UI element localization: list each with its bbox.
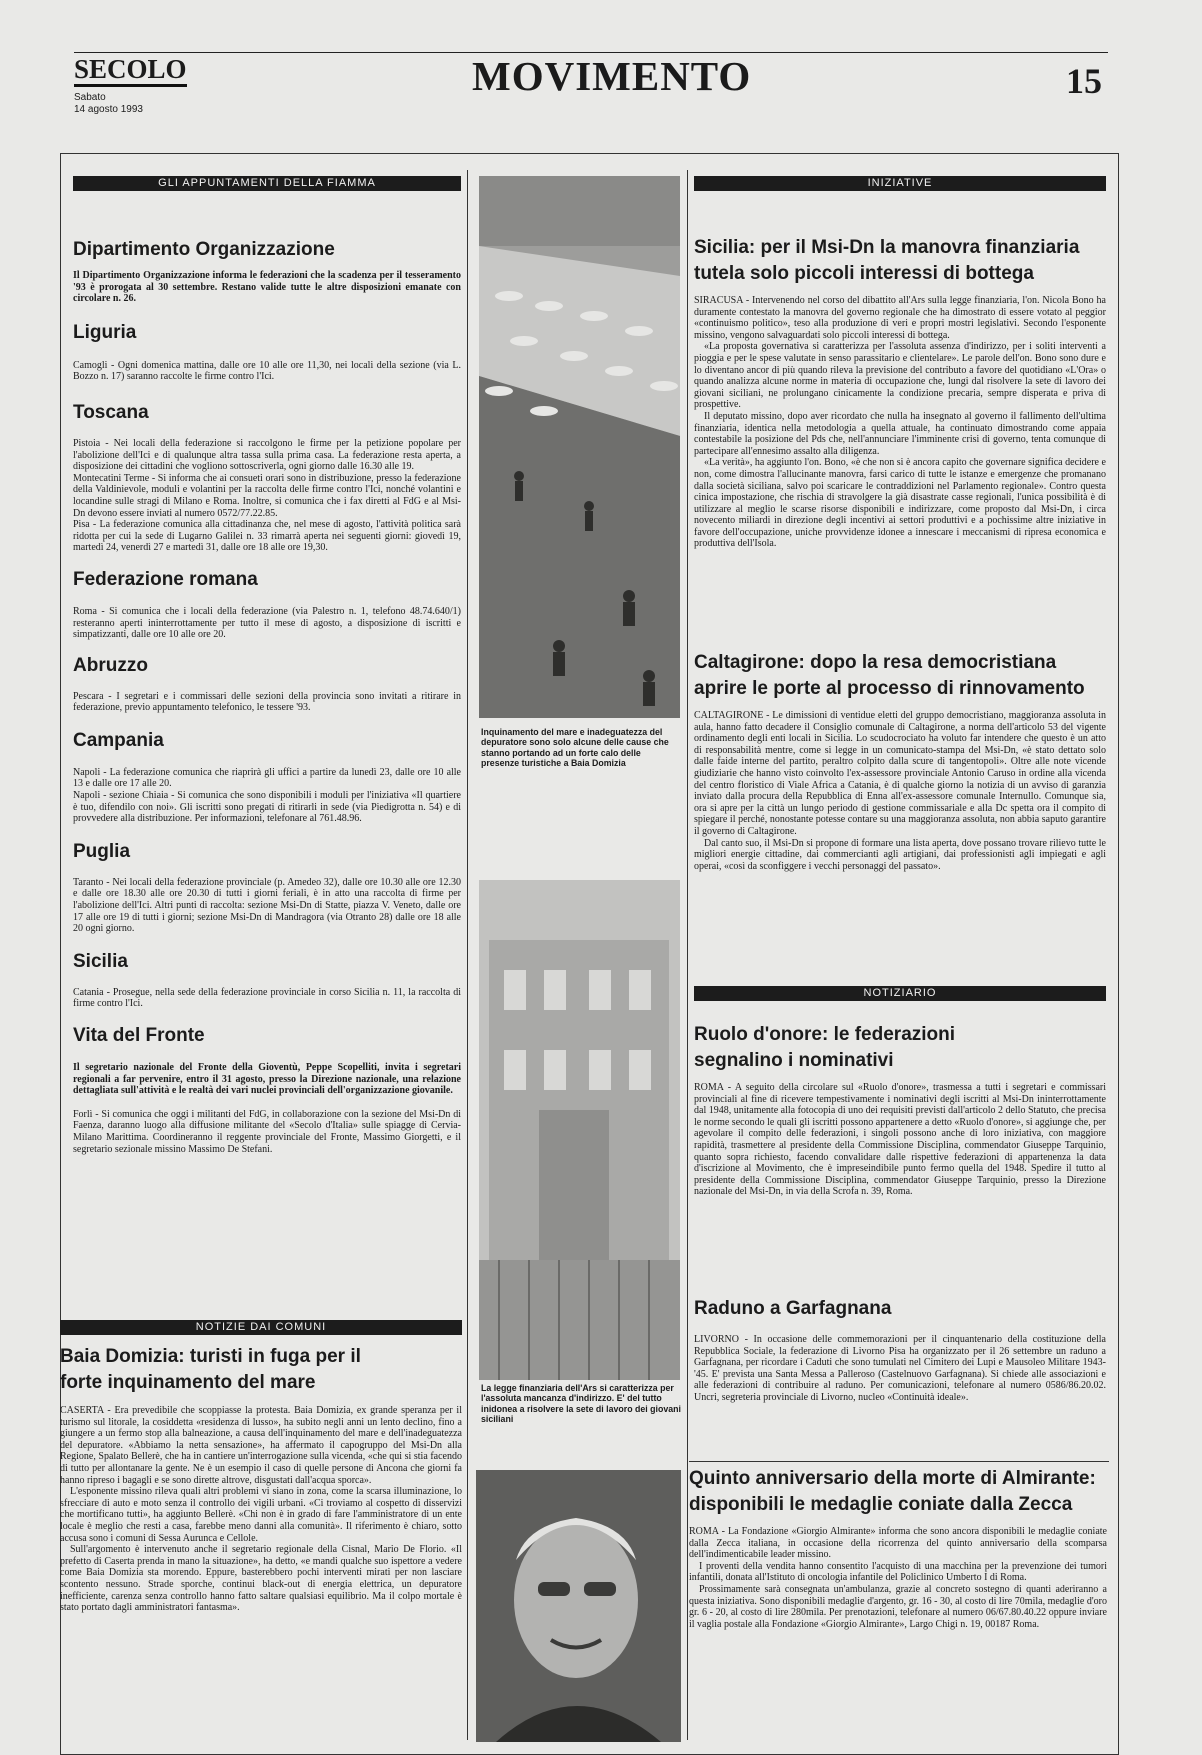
region-heading: Puglia [73, 840, 131, 862]
article-body: Pescara - I segretari e i commissari delle sezioni della provincia sono invitati a ritirare in federazione, previo appuntamento telefonico, le tessere '93. [73, 690, 461, 714]
portrait-photo-image [476, 1470, 681, 1742]
building-photo [479, 880, 680, 1380]
article-body: SIRACUSA - Intervenendo nel corso del dibattito all'Ars sulla legge finanziaria, l'on. Nicola Bono ha duramente contestato la manovra del governo regionale che ha dimostrato di essere votato al peggior «continuismo politico», teso alla produzione di veri e propri mostri legislativi. Secondo l'esponente missino, vengono salvaguardati solo piccoli interessi di bottega. «La proposta governativa si caratterizza per l'assoluta assenza d'indirizzo, per i soliti interventi a pioggia e per le spese valutate in senso parassitario e clientelare». Le parole dell'on. Bono sono dure e lo diventano ancor di più quando rileva la previsione del contributo a favore del quotidiano «L'Ora» o quando analizza alcune norme in materia di occupazione che, lungi dal risolvere la sete di lavoro dei giovani siciliani, ne prolungano cinicamente la condizione precaria, sempre disperata e priva di prospettive. Il deputato missino, dopo aver ricordato che nulla ha insegnato al governo il fallimento dell'ultima finanziaria, identica nella metodologia a quella attuale, ha continuato dimostrando come appaia contestabile la posizione del Pds che, nell'annunciare l'imminente crisi di governo, tenta comunque di partecipare all'ennesimo assalto alla diligenza. «La verità», ha aggiunto l'on. Bono, «è che non si è ancora capito che governare significa decidere e non, come dimostra l'allucinante manovra, farsi carico di tutte le istanze e emergenze che promanano dalla società siciliana, salvo poi scaricare le contraddizioni nel Parlamento regionale». Contro questa cinica impostazione, che rischia di stravolgere la già disastrate casse regionali, l'unica possibilità è di utilizzare al meglio le scarse risorse disponibili e indirizzare, come proposto dal Msi-Dn, i circa novecento miliardi in direzione degli incentivi ai settori produttivi e a pochissime altre iniziative in favore dell'occupazione, uniche provvidenze idonee a innescare i meccanismi di ripresa economica e produttiva dell'Isola. [694, 295, 1106, 550]
region-heading: Abruzzo [73, 654, 148, 676]
masthead-date [74, 92, 143, 116]
section-banner: NOTIZIARIO [694, 986, 1106, 1001]
region-heading: Sicilia [73, 950, 128, 972]
raduno-article [694, 1296, 1106, 1404]
section-banner: INIZIATIVE [694, 176, 1106, 191]
comuni-section [60, 1320, 462, 1614]
beach-photo-image [479, 176, 680, 718]
masthead-date-text: 14 agosto 1993 [74, 104, 143, 115]
article-body: Napoli - La federazione comunica che riaprirà gli uffici a partire da lunedì 23, dalle ore 10 alle 13 e dalle ore 17 alle 20. Napoli - sezione Chiaia - Si comunica che sono disponibili i moduli per l'iniziativa «Il quartiere è tuo, difendilo con noi». Gli iscritti sono pregati di ritirarli in sede (via Piedigrotta n. 54) e di provvedere alla distribuzione. Per informazioni, telefonare al 761.48.96. [73, 766, 461, 825]
article-body: ROMA - A seguito della circolare sul «Ruolo d'onore», trasmessa a tutti i segretari e commissari provinciali al fine di ricevere tempestivamente i nominativi degli iscritti al Msi-Dn ininterrottamente dal 1948, unitamente alla fotocopia di uno dei requisiti previsti dall'articolo 2 dello Statuto, che precisa le norme secondo le quali gli iscritti possono appartenere a detto «Ruolo d'onore», si aggiunge che, per agevolare il compito delle federazioni, i singoli possono anche di loro iniziativa, con maggiore rapidità, trasmettere al presidente della Commissione Disciplina, commendator Giuseppe Tarquinio, quanto sopra richiesto, facendo convalidare dalle rispettive federazioni di appartenenza la data d'iscrizione al Movimento, che è impreseindibile punto fermo quella del 1948. Spedire il tutto al presidente della Commissione Disciplina, commendator Giuseppe Tarquinio, presso la Direzione nazionale del Msi-Dn, in via della Scrofa n. 39, Roma. [694, 1082, 1106, 1198]
portrait-photo [476, 1470, 681, 1742]
photo-caption: Inquinamento del mare e inadeguatezza del depuratore sono solo alcune delle cause che stanno portando ad un forte calo delle presenze turistiche a Baia Domizia [481, 727, 669, 769]
page-number: 15 [1066, 61, 1102, 101]
article-body: Il segretario nazionale del Fronte della Gioventù, Peppe Scopelliti, invita i segretari regionali a far pervenire, entro il 31 agosto, presso la Direzione nazionale, una relazione dettagliata sull'attività e le realtà dei vari nuclei provinciali dell'organizzazione giovanile. Forlì - Si comunica che oggi i militanti del FdG, in collaborazione con la sezione del Msi-Dn di Faenza, daranno luogo alla diffusione militante del «Secolo d'Italia» sulle spiagge di Cervia-Milano Marittima. Coordineranno il reggente provinciale del Fronte, Massimo Giorgetti, e il segretario sezionale missino Massimo De Stefani. [73, 1062, 461, 1155]
article-body: Il Dipartimento Organizzazione informa le federazioni che la scadenza per il tesseramento '93 è prorogata al 30 settembre. Restano valide tutte le altre disposizioni emanate con circolare n. 26. [73, 270, 461, 305]
section-title: MOVIMENTO [472, 53, 752, 99]
article-headline: Raduno a Garfagnana [694, 1298, 892, 1319]
caltagirone-article [694, 650, 1106, 872]
section-banner: GLI APPUNTAMENTI DELLA FIAMMA [73, 176, 461, 191]
article-body: Taranto - Nei locali della federazione provinciale (p. Amedeo 32), dalle ore 10.30 alle ore 12.30 e dalle ore 18.30 alle ore 20.30 di tutti i giorni feriali, è in atto una raccolta di firme per l'abolizione dell'Ici. Altri punti di raccolta: sezione Msi-Dn di Statte, piazza V. Veneto, dalle ore 17 alle ore 19 di tutti i giorni; sezione Msi-Dn di Mandragora (via Otranto 28) dalle ore 18 alle 20 ogni giorno. [73, 876, 461, 935]
section-banner: NOTIZIE DAI COMUNI [60, 1320, 462, 1335]
photo-caption: La legge finanziaria dell'Ars si caratterizza per l'assoluta mancanza d'indirizzo. E' del tutto inidonea a risolvere la sete di lavoro dei giovani siciliani [481, 1383, 681, 1425]
left-column [73, 176, 461, 1155]
article-headline: Ruolo d'onore: le federazioni segnalino i nominativi [694, 1024, 956, 1071]
divider [689, 1461, 1109, 1462]
article-headline: Quinto anniversario della morte di Almirante: disponibili le medaglie coniate dalla Zecca [689, 1468, 1096, 1515]
article-body: Pistoia - Nei locali della federazione si raccolgono le firme per la petizione popolare per l'abolizione dell'Ici e di qualunque altra tassa sulla prima casa. La federazione resta aperta, a disposizione dei cittadini che vogliono sottoscriverla, ogni giorno dalle 16.30 alle 19. Montecatini Terme - Si informa che ai consueti orari sono in distribuzione, presso la federazione della Valdinievole, moduli e volantini per la raccolta delle firme contro l'Ici, nonché volantini e locandine sulle stragi di Milano e Roma. Inoltre, si comunica che i fax diretti al FdG e al Msi-Dn devono essere inviati al numero 0572/77.22.85. Pisa - La federazione comunica alla cittadinanza che, nel mese di agosto, l'attività politica sarà ridotta per cui la sede di Lugarno Galilei n. 33 rimarrà aperta nei seguenti giorni: giovedì 19, martedì 24, venerdì 27 e martedì 31, dalle ore 18 alle ore 19,30. [73, 437, 461, 554]
article-body: CALTAGIRONE - Le dimissioni di ventidue eletti del gruppo democristiano, maggioranza assoluta in aula, hanno fatto decadere il Consiglio comunale di Caltagirone, a norma dell'articolo 53 del vigente ordinamento degli enti locali in Sicilia. Lo scudocrociato ha voluto far intendere che questo è un atto di responsabilità mentre, come si legge in un comunicato-stampa del Msi-Dn, «è stato dettato solo dalle faide interne del partito, peraltro colpito dalla scure di tangentopoli». Oltre alle note vicende giudiziarie che hanno visto coinvolto l'ex-assessore provinciale Antonio Caruso in ordine alla vicenda del centro floristico di Viale Africa a Catania, è di qualche giorno la notizia di un avviso di garanzia inviato dalla procura della Repubblica di Enna all'ex-assessore comunale Internullo. Comunque sia, ora si apre per la città un lungo periodo di gestione commissariale e alla Dc spetta ora il compito di spiegare il perché, nonostante potesse contare su una maggioranza assoluta, non abbia saputo garantire il governo di Caltagirone. Dal canto suo, il Msi-Dn si propone di formare una lista aperta, dove possano trovare rilievo tutte le migliori energie cittadine, dai commercianti agli artigiani, dai professionisti agli impiegati e agli operai, «così da sconfiggere i vecchi personaggi del passato». [694, 710, 1106, 872]
column-divider [467, 170, 468, 1740]
column-divider [687, 170, 688, 1740]
region-heading: Federazione romana [73, 568, 258, 590]
beach-photo [479, 176, 680, 718]
article-body: Camogli - Ogni domenica mattina, dalle ore 10 alle ore 11,30, nei locali della sezione (via L. Bozzo n. 17) saranno raccolte le firme contro l'Ici. [73, 359, 461, 383]
region-heading: Toscana [73, 401, 149, 423]
article-heading: Dipartimento Organizzazione [73, 239, 335, 260]
masthead-logo: SECOLO [74, 54, 187, 87]
article-body: LIVORNO - In occasione delle commemorazioni per il cinquantenario della costituzione della Repubblica Sociale, la federazione di Livorno Pisa ha organizzato per il 26 settembre un raduno a Garfagnana, per ricordare i Caduti che sono tumulati nel Cimitero dei Lupi e Mausoleo Militare 1943-'45. E' prevista una Santa Messa a Palleroso (Castelnuovo Garfagnana). Si chiede alle associazioni e alle federazioni di contribuire al raduno. Per comunicazioni, telefonare al numero 0586/86.20.02. Uncri, segreteria provinciale di Livorno, nucleo «Continuità ideale». [694, 1334, 1106, 1403]
article-body: Roma - Si comunica che i locali della federazione (via Palestro n. 1, telefono 48.74.640/1) resteranno aperti ininterrottamente per tutto il mese di agosto, a disposizione di iscritti e simpatizzanti, dalle ore 10 alle ore 20. [73, 605, 461, 641]
notiziario-section [694, 986, 1106, 1198]
right-column [694, 176, 1106, 550]
region-heading: Campania [73, 729, 164, 751]
region-heading: Vita del Fronte [73, 1025, 205, 1046]
building-photo-image [479, 880, 680, 1380]
article-body: Catania - Prosegue, nella sede della federazione provinciale in corso Sicilia n. 11, la raccolta di firme contro l'Ici. [73, 986, 461, 1010]
article-body: CASERTA - Era prevedibile che scoppiasse la protesta. Baia Domizia, ex grande speranza per il turismo sul litorale, la cosiddetta «residenza di lusso», ha subito negli anni un lento declino, fino a giungere a un fermo stop alla balneazione, a causa dell'inquinamento del mare e dell'inadeguatezza del depuratore. «Abbiamo la netta sensazione», ha affermato il capogruppo del Msi-Dn alla Regione, Spalato Bellerè, che ha in cantiere un'interrogazione sulla vicenda, «che qui si stia facendo di tutto per allontanare la gente. Ne è un esempio il caso di quelle persone di Ancona che giorni fa hanno ripreso i bagagli e se sono dirette altrove, disgustati dall'acqua sporca». L'esponente missino rileva quali altri problemi vi siano in zona, come la scarsa illuminazione, lo sfrecciare di auto e moto senza il controllo dei vigili urbani. «Ci troviamo al cospetto di disservizi che mortificano tutti», ha aggiunto Bellerè. «Chi non è in grado di fare l'amministratore di un ente locale è meglio che resti a casa, farebbe meno danni alla comunità». Il riferimento è chiaro, sotto accusa sono i comuni di Sessa Aurunca e Cellole. Sull'argomento è intervenuto anche il segretario regionale della Cisnal, Mario De Florio. «Il prefetto di Caserta prenda in mano la situazione», ha detto, «e mandi qualche suo ispettore a vedere come Baia Domizia sta morendo. Eppure, basterebbero pochi interventi mirati per non lasciare scontento nessuno. Strade sporche, continui black-out di energia elettrica, un depuratore inefficiente, carenza senza controllo hanno fatto saltare qualsiasi equilibrio. Ma il colpo mortale è stato portato dagli amministratori fantasma». [60, 1405, 462, 1614]
article-headline: Sicilia: per il Msi-Dn la manovra finanziaria tutela solo piccoli interessi di bottega [694, 237, 1080, 284]
article-body: ROMA - La Fondazione «Giorgio Almirante» informa che sono ancora disponibili le medaglie coniate dalla Zecca italiana, in occasione della ricorrenza del quinto anniversario della scomparsa dell'indimenticabile leader missino. I proventi della vendita hanno consentito l'acquisto di una macchina per la prevenzione dei tumori infantili, donata all'Istituto di oncologia infantile del Policlinico Umberto I di Roma. Prossimamente sarà consegnata un'ambulanza, grazie al concreto sostegno di quanti aderiranno a questa iniziativa. Sono disponibili medaglie d'argento, gr. 16 - 30, al costo di lire 70mila, medaglie d'oro gr. 6 - 20, al costo di lire 280mila. Per prenotazioni, telefonare al numero 06/67.80.40.22 oppure inviare il vaglia postale alla Fondazione «Giorgio Almirante», Largo Chigi n. 19, 00187 Roma. [689, 1526, 1107, 1630]
region-heading: Liguria [73, 321, 137, 343]
article-headline: Baia Domizia: turisti in fuga per il forte inquinamento del mare [60, 1346, 361, 1393]
masthead-day: Sabato [74, 92, 106, 103]
article-headline: Caltagirone: dopo la resa democristiana aprire le porte al processo di rinnovamento [694, 652, 1085, 699]
almirante-article [689, 1466, 1107, 1630]
